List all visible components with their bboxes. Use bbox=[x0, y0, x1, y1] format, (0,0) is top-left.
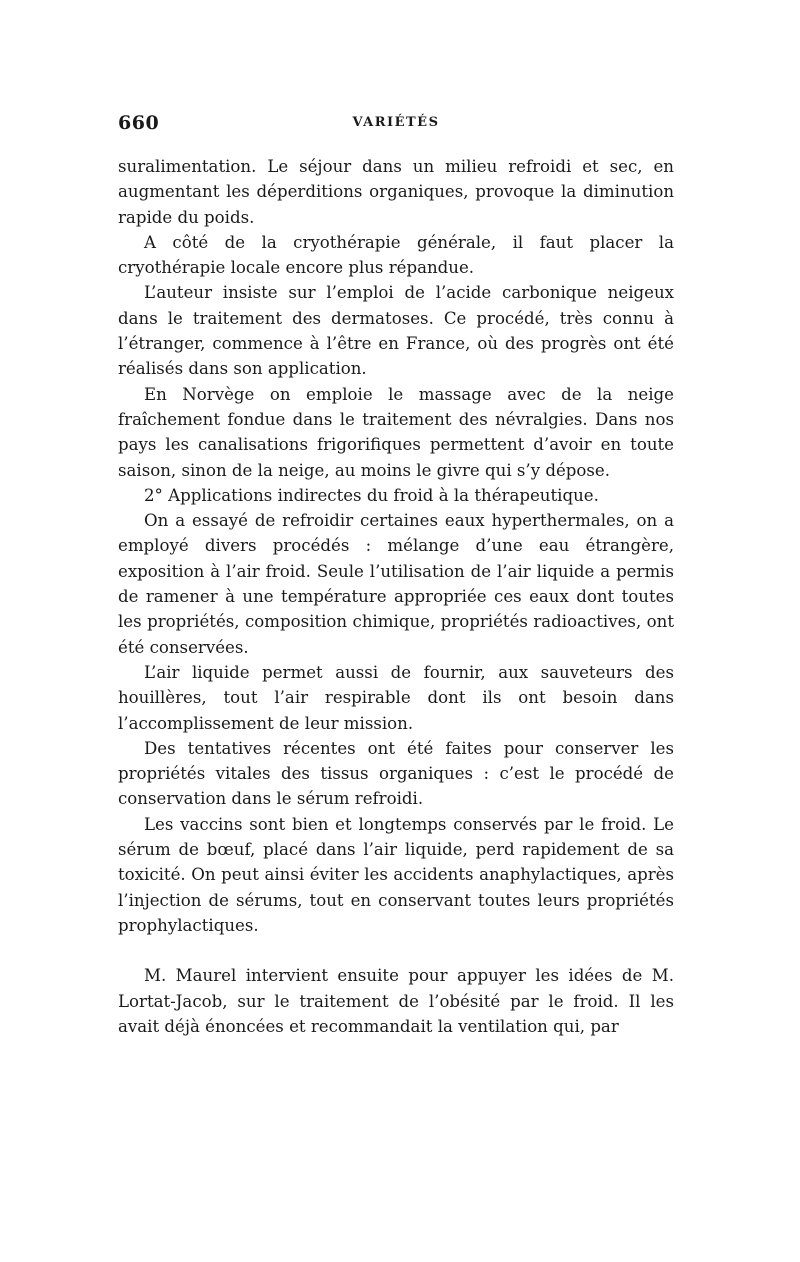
book-page bbox=[118, 112, 674, 1039]
page-number: 660 bbox=[118, 112, 160, 134]
body-text bbox=[118, 154, 674, 1039]
paragraph-air-liquide: L’air liquide permet aussi de fournir, aux sauveteurs des houillères, tout l’air respirable dont ils ont besoin dans l’accomplissement de leur mission. bbox=[118, 662, 674, 733]
paragraph-cryotherapie-locale: A côté de la cryothérapie générale, il faut placer la cryothérapie locale encore plus répandue. bbox=[118, 232, 674, 278]
paragraph-eaux-hyperthermales: On a essayé de refroidir certaines eaux hyperthermales, on a employé divers procédés : mélange d’une eau étrangère, exposition à l’air froid. Seule l’utilisation de l’air liquide a permis de ramener à une température appropriée ces eaux dont toutes les propriétés, composition chimique, propriétés radioactives, ont été conservées. bbox=[118, 511, 674, 657]
paragraph-vaccins: Les vaccins sont bien et longtemps conservés par le froid. Le sérum de bœuf, placé dans l’air liquide, perd rapidement de sa toxicité. On peut ainsi éviter les accidents anaphylactiques, après l’injection de sérums, tout en conservant toutes leurs propriétés prophylactiques. bbox=[118, 814, 674, 935]
paragraph-norvege: En Norvège on emploie le massage avec de la neige fraîchement fondue dans le traitement des névralgies. Dans nos pays les canalisations frigorifiques permettent d’avoir en toute saison, sinon de la neige, au moins le givre qui s’y dépose. bbox=[118, 384, 674, 480]
paragraph-applications-indirectes: 2° Applications indirectes du froid à la thérapeutique. bbox=[144, 485, 599, 505]
paragraph-maurel: M. Maurel intervient ensuite pour appuyer les idées de M. Lortat-Jacob, sur le traitement de l’obésité par le froid. Il les avait déjà énoncées et recommandait la ventilation qui, par bbox=[118, 966, 674, 1036]
section-title: VARIÉTÉS bbox=[352, 115, 440, 130]
paragraph-acide-carbonique: L’auteur insiste sur l’emploi de l’acide carbonique neigeux dans le traitement des dermatoses. Ce procédé, très connu à l’étranger, commence à l’être en France, où des progrès ont été réalisés dans son application. bbox=[118, 283, 674, 379]
running-head bbox=[118, 112, 674, 142]
paragraph-suralimentation: suralimentation. Le séjour dans un milieu refroidi et sec, en augmentant les déperditions organiques, provoque la diminution rapide du poids. bbox=[118, 157, 674, 227]
paragraph-tentatives: Des tentatives récentes ont été faites pour conserver les propriétés vitales des tissus organiques : c’est le procédé de conservation dans le sérum refroidi. bbox=[118, 738, 674, 809]
